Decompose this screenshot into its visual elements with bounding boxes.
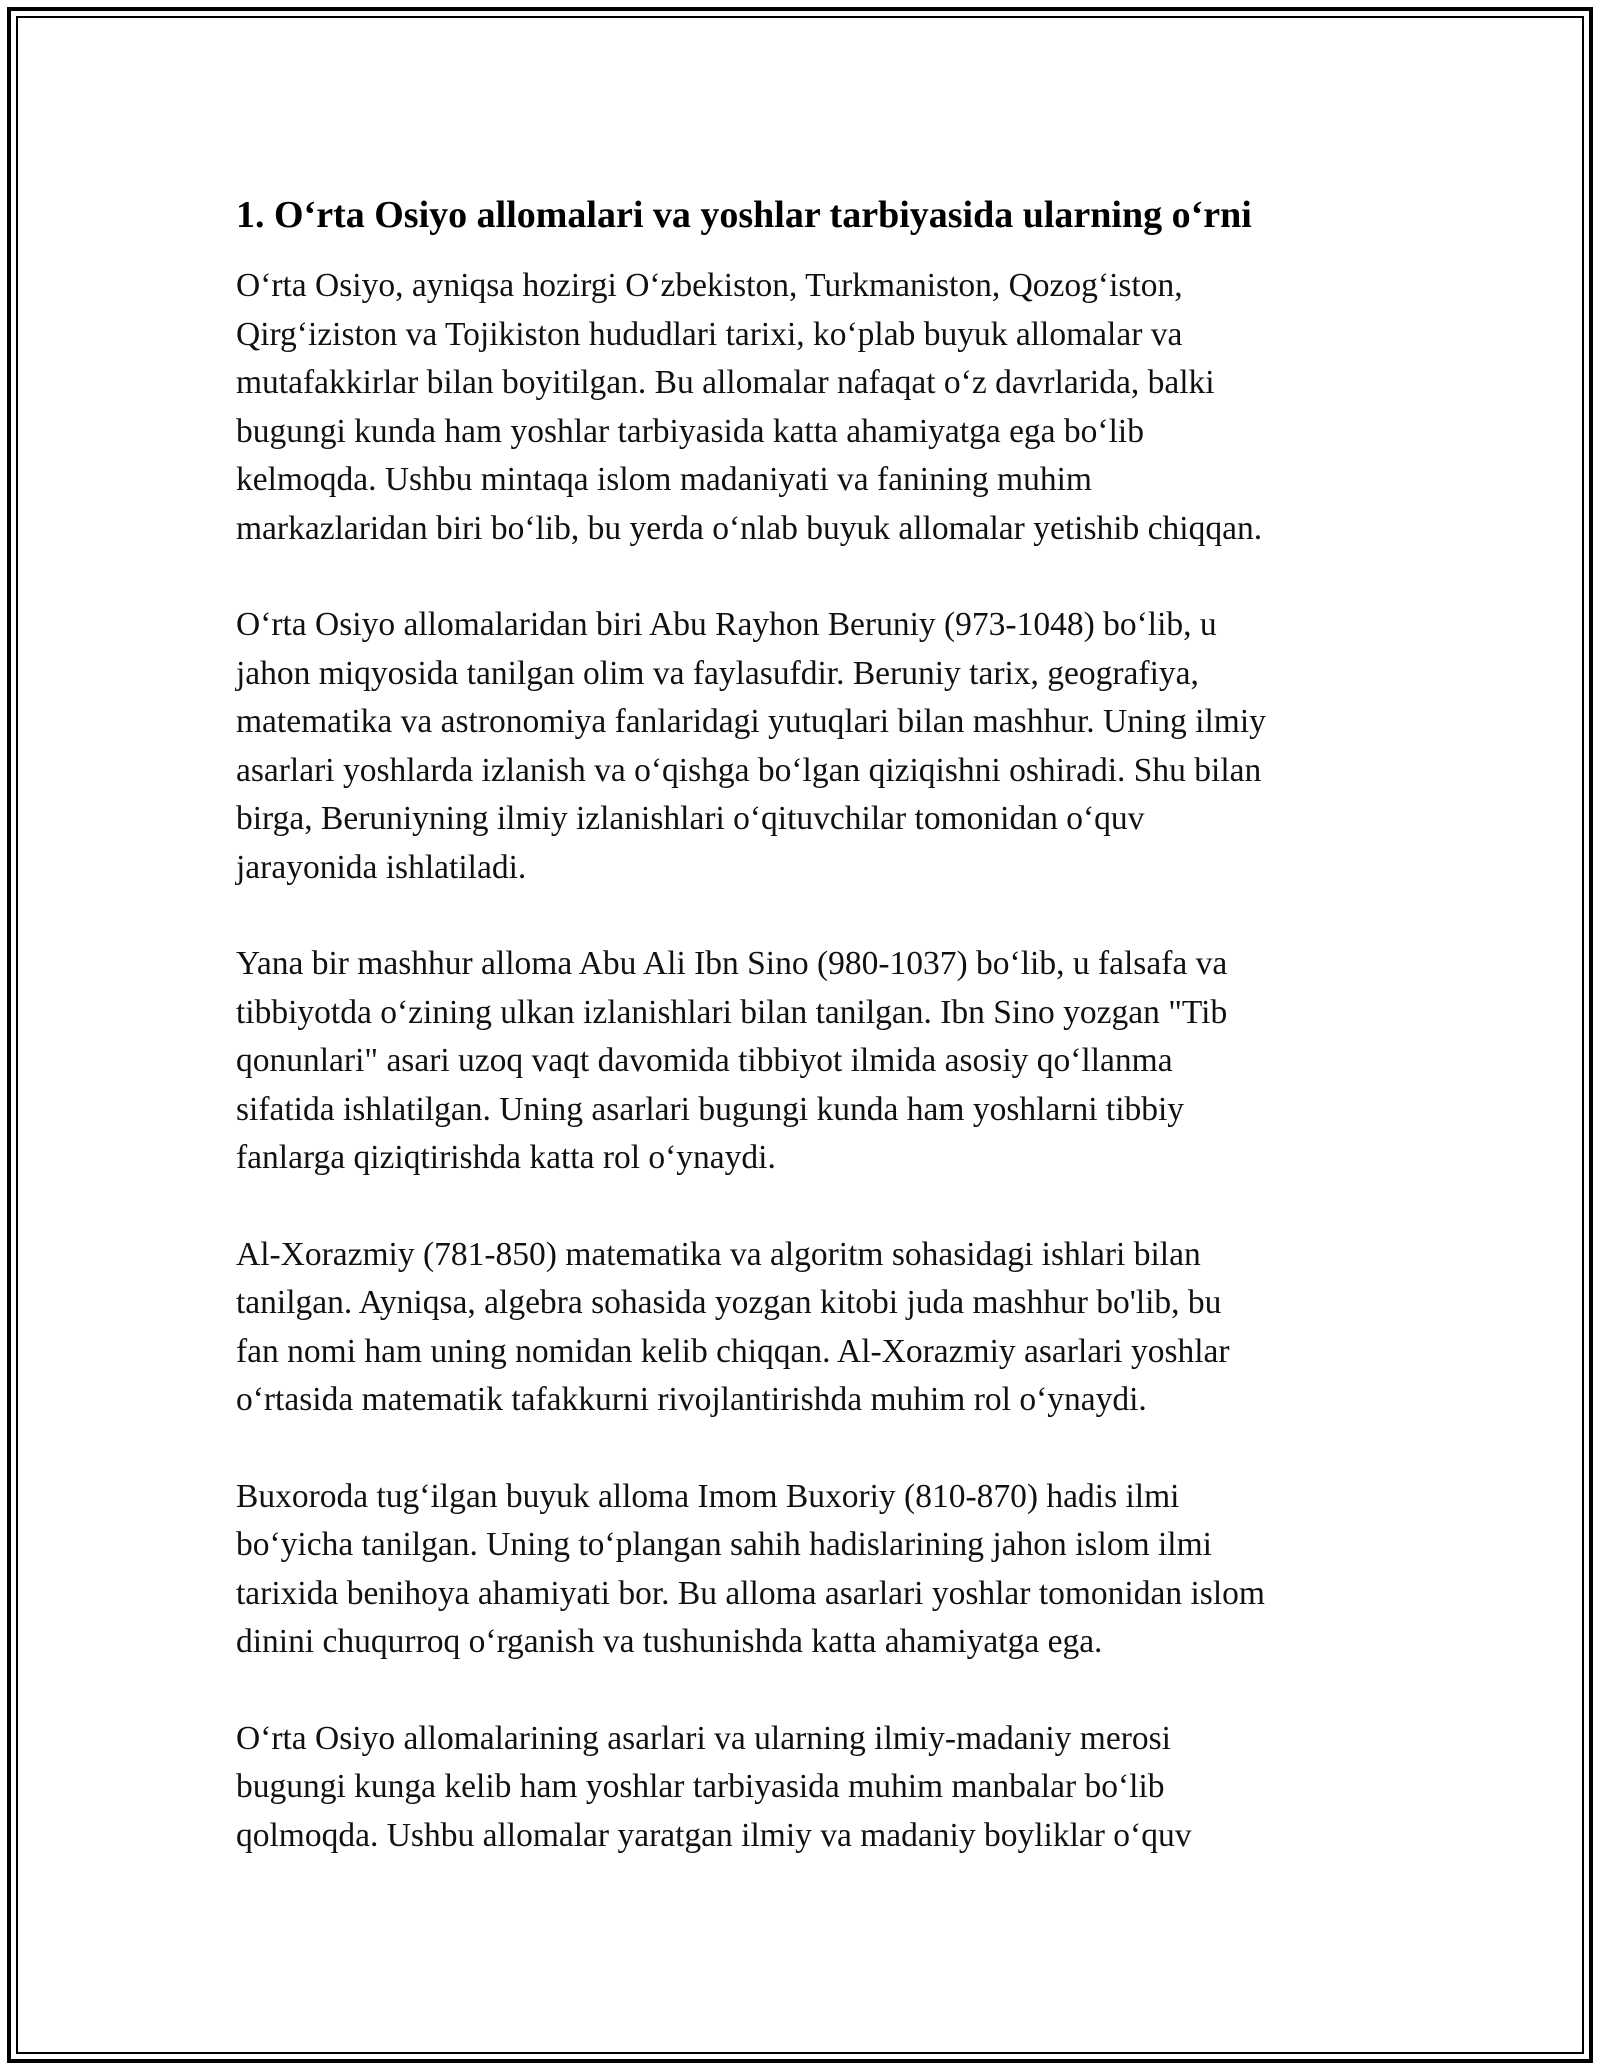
text-line: qolmoqda. Ushbu allomalar yaratgan ilmiy va madaniy boyliklar o‘quv	[236, 1816, 1192, 1854]
paragraph-al-xorazmiy	[236, 1231, 1376, 1425]
text-line: sifatida ishlatilgan. Uning asarlari bugungi kunda ham yoshlarni tibbiy	[236, 1090, 1185, 1128]
text-line: o‘rtasida matematik tafakkurni rivojlantirishda muhim rol o‘ynaydi.	[236, 1381, 1147, 1418]
text-line: Buxoroda tug‘ilgan buyuk alloma Imom Buxoriy (810-870) hadis ilmi	[236, 1477, 1180, 1515]
text-line: tibbiyotda o‘zining ulkan izlanishlari bilan tanilgan. Ibn Sino yozgan "Tib	[236, 993, 1228, 1031]
text-line: bo‘yicha tanilgan. Uning to‘plangan sahih hadislarining jahon islom ilmi	[236, 1526, 1212, 1563]
text-line: matematika va astronomiya fanlaridagi yutuqlari bilan mashhur. Uning ilmiy	[236, 703, 1266, 740]
paragraph-intro	[236, 262, 1376, 553]
text-line: fan nomi ham uning nomidan kelib chiqqan. Al-Xorazmiy asarlari yoshlar	[236, 1332, 1230, 1370]
text-line: tanilgan. Ayniqsa, algebra sohasida yozgan kitobi juda mashhur bo'lib, bu	[236, 1284, 1222, 1321]
section-heading: 1. O‘rta Osiyo allomalari va yoshlar tarbiyasida ularning o‘rni	[236, 194, 1252, 236]
text-line: Al-Xorazmiy (781-850) matematika va algoritm sohasidagi ishlari bilan	[236, 1235, 1201, 1273]
text-line: O‘rta Osiyo allomalaridan biri Abu Rayhon Beruniy (973-1048) bo‘lib, u	[236, 606, 1217, 643]
paragraph-beruniy	[236, 601, 1376, 892]
text-line: Yana bir mashhur alloma Abu Ali Ibn Sino (980-1037) bo‘lib, u falsafa va	[236, 945, 1228, 982]
text-line: kelmoqda. Ushbu mintaqa islom madaniyati va fanining muhim	[236, 461, 1092, 498]
text-line: fanlarga qiziqtirishda katta rol o‘ynaydi.	[236, 1139, 776, 1176]
text-line: jarayonida ishlatiladi.	[236, 848, 527, 886]
text-line: asarlari yoshlarda izlanish va o‘qishga bo‘lgan qiziqishni oshiradi. Shu bilan	[236, 751, 1262, 789]
paragraph-conclusion	[236, 1715, 1376, 1861]
text-line: bugungi kunda ham yoshlar tarbiyasida katta ahamiyatga ega bo‘lib	[236, 412, 1144, 450]
text-line: tarixida benihoya ahamiyati bor. Bu alloma asarlari yoshlar tomonidan islom	[236, 1574, 1265, 1612]
text-line: jahon miqyosida tanilgan olim va faylasufdir. Beruniy tarix, geografiya,	[236, 654, 1199, 692]
text-line: O‘rta Osiyo, ayniqsa hozirgi O‘zbekiston, Turkmaniston, Qozog‘iston,	[236, 267, 1183, 304]
text-line: bugungi kunga kelib ham yoshlar tarbiyasida muhim manbalar bo‘lib	[236, 1768, 1165, 1805]
text-line: Qirg‘iziston va Tojikiston hududlari tarixi, ko‘plab buyuk allomalar va	[236, 315, 1183, 353]
text-line: mutafakkirlar bilan boyitilgan. Bu allomalar nafaqat o‘z davrlarida, balki	[236, 364, 1215, 401]
document-body	[236, 188, 1376, 1908]
text-line: markazlaridan biri bo‘lib, bu yerda o‘nlab buyuk allomalar yetishib chiqqan.	[236, 509, 1263, 547]
paragraph-ibn-sino	[236, 940, 1376, 1183]
text-line: dinini chuqurroq o‘rganish va tushunishda katta ahamiyatga ega.	[236, 1623, 1103, 1660]
text-line: qonunlari" asari uzoq vaqt davomida tibbiyot ilmida asosiy qo‘llanma	[236, 1042, 1173, 1079]
paragraph-imom-buxoriy	[236, 1473, 1376, 1667]
text-line: birga, Beruniyning ilmiy izlanishlari o‘qituvchilar tomonidan o‘quv	[236, 800, 1145, 837]
text-line: O‘rta Osiyo allomalarining asarlari va ularning ilmiy-madaniy merosi	[236, 1719, 1171, 1757]
